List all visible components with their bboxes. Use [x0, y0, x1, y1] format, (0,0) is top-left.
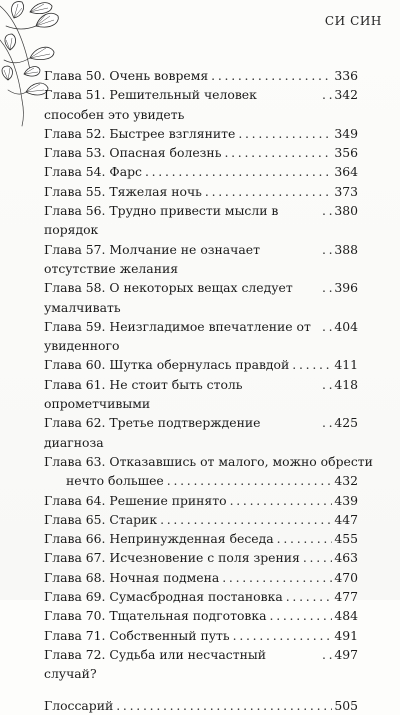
toc-entry-page: 418	[334, 376, 358, 392]
toc-entry-title: Глава 60. Шутка обернулась правдой	[44, 357, 290, 373]
toc-entry-title: Глава 71. Собственный путь	[44, 627, 230, 643]
toc-entry-title: Глава 57. Молчание не означает отсутствие желания	[44, 241, 260, 276]
toc-entry-title: Глава 51. Решительный человек способен это увидеть	[44, 87, 257, 122]
toc-entry-title: Глава 67. Исчезновение с поля зрения	[44, 550, 300, 566]
toc-entry-page: 388	[334, 241, 358, 257]
toc-entry-glossary	[44, 696, 358, 715]
dot-leader	[211, 66, 332, 85]
running-header-author: СИ СИН	[324, 14, 382, 28]
toc-entry	[44, 491, 358, 510]
toc-entry	[44, 85, 358, 124]
toc-entry-page: 505	[334, 697, 358, 713]
toc-entry-page: 342	[334, 87, 358, 103]
section-gap	[44, 684, 358, 696]
toc-entry	[44, 278, 358, 317]
toc-entry-title: Глава 70. Тщательная подготовка	[44, 608, 267, 624]
toc-entry-title: Глава 54. Фарс	[44, 164, 142, 180]
toc-entry-title: Глава 53. Опасная болезнь	[44, 145, 222, 161]
toc-entry	[44, 375, 358, 414]
toc-entry	[44, 568, 358, 587]
toc-entry-title: Глава 62. Третье подтверждение диагноза	[44, 415, 261, 450]
dot-leader	[116, 696, 332, 715]
toc-entry-page: 455	[334, 531, 358, 547]
toc-entry-page: 364	[334, 164, 358, 180]
toc-entry-title: Глава 61. Не стоит быть столь опрометчивыми	[44, 376, 243, 412]
toc-entry	[44, 201, 358, 240]
toc-entry-title: Глава 58. О некоторых вещах следует умалчивать	[44, 280, 293, 315]
toc-entry-title: Глоссарий	[44, 697, 114, 713]
toc-entry-title: Глава 59. Неизгладимое впечатление от увиденного	[44, 318, 311, 354]
toc-entry-page: 447	[334, 511, 358, 527]
toc-entry	[44, 143, 358, 162]
dot-leader	[145, 162, 332, 181]
toc-entry	[44, 626, 358, 645]
toc-entry-page: 463	[334, 550, 358, 566]
toc-entry	[44, 162, 358, 181]
toc-entry	[44, 355, 358, 374]
toc-entry-page: 425	[334, 415, 358, 431]
toc-entry-title: Глава 68. Ночная подмена	[44, 569, 220, 585]
toc-entry-title: Глава 55. Тяжелая ночь	[44, 183, 202, 199]
dot-leader	[224, 143, 332, 162]
dot-leader	[160, 510, 332, 529]
toc-entry-title-line1: Глава 63. Отказавшись от малого, можно обрести	[44, 453, 373, 469]
toc-entry	[44, 452, 373, 491]
toc-entry-title: Глава 56. Трудно привести мысли в порядок	[44, 203, 279, 238]
toc-entry-title: Глава 69. Сумасбродная постановка	[44, 589, 283, 605]
toc-entry	[44, 587, 358, 606]
toc-entry	[44, 317, 358, 356]
toc-entry-page: 497	[334, 646, 358, 662]
toc-entry	[44, 124, 358, 143]
toc-entry-page: 432	[334, 473, 358, 489]
toc-entry	[44, 240, 358, 279]
toc-entry-page: 470	[334, 569, 358, 585]
toc-entry-page: 491	[334, 627, 358, 643]
toc-entry-title: Глава 52. Быстрее взгляните	[44, 125, 236, 141]
toc-entry	[44, 182, 358, 201]
toc-entry	[44, 66, 358, 85]
toc-entry-page: 477	[334, 589, 358, 605]
dot-leader	[322, 201, 332, 220]
dot-leader	[233, 626, 333, 645]
dot-leader	[303, 548, 333, 567]
toc-entry-title: Глава 64. Решение принято	[44, 492, 227, 508]
toc-entry-page: 404	[334, 318, 358, 334]
dot-leader	[322, 375, 332, 394]
toc-entry-page: 336	[334, 68, 358, 83]
dot-leader	[322, 317, 332, 336]
toc-entry-title: Глава 50. Очень вовремя	[44, 68, 209, 83]
toc-entry-page: 349	[334, 125, 358, 141]
toc-entry-page: 411	[334, 357, 358, 373]
dot-leader	[322, 278, 332, 297]
dot-leader	[322, 240, 332, 259]
toc-entry	[44, 606, 358, 625]
toc-entry	[44, 510, 358, 529]
toc-entry	[44, 529, 358, 548]
dot-leader	[292, 355, 332, 374]
toc-entry-page: 439	[334, 492, 358, 508]
table-of-contents	[44, 66, 373, 715]
toc-entry-page: 484	[334, 608, 358, 624]
toc-entry-title-line2: нечто большее	[66, 473, 164, 489]
toc-entry-title: Глава 66. Непринужденная беседа	[44, 531, 274, 547]
toc-entry-page: 373	[334, 183, 358, 199]
dot-leader	[238, 124, 332, 143]
toc-entry-title: Глава 65. Старик	[44, 511, 158, 527]
dot-leader	[322, 645, 332, 664]
dot-leader	[277, 529, 333, 548]
dot-leader	[205, 182, 332, 201]
dot-leader	[322, 85, 332, 104]
dot-leader	[286, 587, 333, 606]
toc-entry-page: 396	[334, 280, 358, 296]
toc-entry	[44, 413, 358, 452]
dot-leader	[222, 568, 332, 587]
dot-leader	[167, 471, 333, 490]
toc-entry-page: 356	[334, 145, 358, 161]
dot-leader	[270, 606, 333, 625]
dot-leader	[230, 491, 333, 510]
toc-entry-title: Глава 72. Судьба или несчастный случай?	[44, 646, 266, 682]
toc-entry	[44, 548, 358, 567]
toc-entry	[44, 645, 358, 684]
toc-entry-page: 380	[334, 203, 358, 219]
dot-leader	[322, 413, 332, 432]
